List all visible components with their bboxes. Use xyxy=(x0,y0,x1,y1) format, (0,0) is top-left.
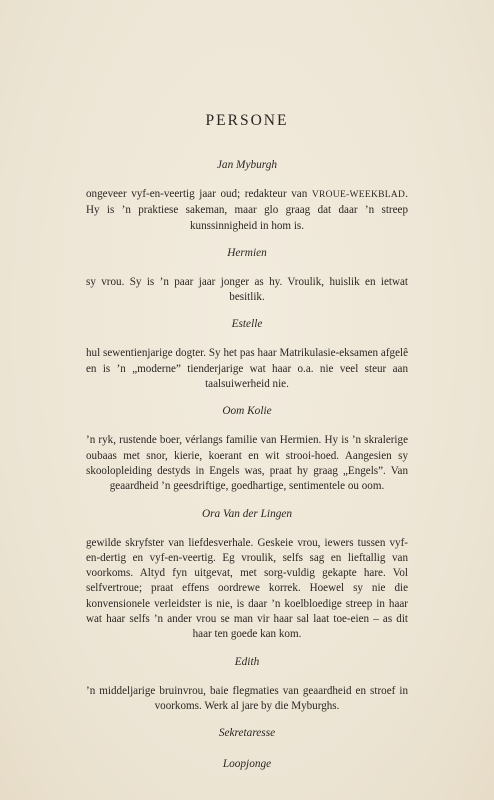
description-text: ongeveer vyf-en-veertig jaar oud; redakteur van xyxy=(86,188,312,200)
character-name: Estelle xyxy=(231,318,263,331)
character-description: sy vrou. Sy is ’n paar jaar jonger as hy. Vroulik, huislik en ietwat besitlik. xyxy=(86,275,408,304)
character-entry xyxy=(86,655,408,715)
extra-character: Loopjonge xyxy=(222,758,272,771)
character-name: Oom Kolie xyxy=(222,405,272,418)
character-list xyxy=(86,158,408,788)
description-text: . Hy is ’n praktiese sakeman, maar glo graag dat daar ’n streep kunssinnigheid in hom is. xyxy=(86,188,408,232)
character-entry xyxy=(86,246,408,306)
extra-character: Sekretaresse xyxy=(218,727,276,740)
character-entry xyxy=(86,158,408,234)
magazine-name: VROUE-WEEKBLAD xyxy=(311,190,406,200)
character-entry xyxy=(86,404,408,494)
character-entry xyxy=(86,507,408,643)
character-description: ’n middeljarige bruinvrou, baie flegmaties van geaardheid en stroef in voorkoms. Werk al jare by die Myburghs. xyxy=(86,684,408,712)
character-entry xyxy=(86,317,408,392)
page-title: PERSONE xyxy=(205,112,289,129)
character-name: Edith xyxy=(234,655,260,668)
character-description: gewilde skryfster van liefdesverhale. Geskeie vrou, iewers tussen vyf-en-dertig en vyf-en-veertig. Eg vroulik, selfs sag en lieftallig van voorkoms. Altyd fyn uitgevat, met sorg-vuldig gekapte hare. Vol selfvertroue; praat effens oordrewe korrek. Hoewel sy nie die konvensionele verleidster is nie, is daar ’n koelbloedige streep in haar wat haar selfs ’n ander vrou se man vir haar sal laat toe-eien – as dit haar ten goede kan kom. xyxy=(86,536,408,641)
character-description: hul sewentienjarige dogter. Sy het pas haar Matrikulasie-eksamen afgelê en is ’n „moderne” tienderjarige wat haar o.a. nie veel steur aan taalsuiwerheid nie. xyxy=(86,347,408,391)
character-name: Ora Van der Lingen xyxy=(201,507,293,520)
character-description xyxy=(86,187,408,234)
character-name: Jan Myburgh xyxy=(216,159,278,171)
character-name: Hermien xyxy=(227,246,267,259)
character-description: ’n ryk, rustende boer, vérlangs familie van Hermien. Hy is ’n skralerige oubaas met snor, kierie, koerant en wit strooi-hoed. Aangesien sy skoolopleiding destyds in Engels was, praat hy graag „Engels”. Van geaardheid ’n geesdriftige, goedhartige, sentimentele ou oom. xyxy=(86,434,408,493)
